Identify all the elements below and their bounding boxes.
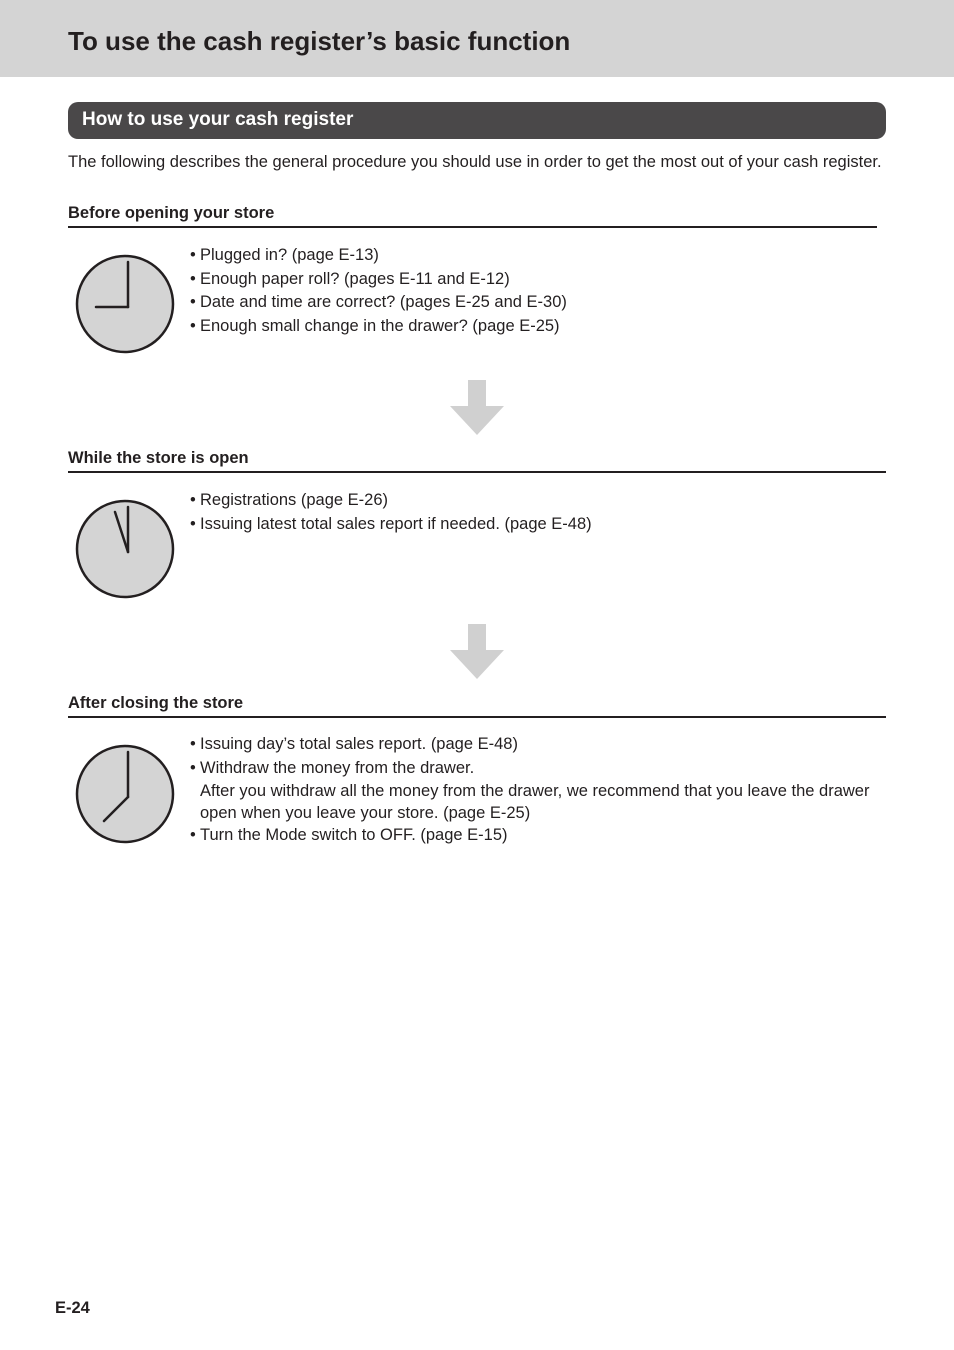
intro-paragraph: The following describes the general procedure you should use in order to get the most out of your cash register. bbox=[68, 153, 882, 171]
page-title: To use the cash register’s basic function bbox=[68, 26, 571, 56]
list-item: • Date and time are correct? (pages E-25 and E-30) bbox=[190, 293, 567, 311]
list-item: • Registrations (page E-26) bbox=[190, 491, 389, 509]
bullet-list-after-closing bbox=[190, 733, 870, 848]
bullet-list-before-opening bbox=[190, 244, 567, 338]
clock-icon bbox=[75, 254, 175, 354]
page-number: E-24 bbox=[55, 1299, 90, 1317]
step-heading-after-closing: After closing the store bbox=[68, 693, 886, 718]
list-item: • Issuing latest total sales report if needed. (page E-48) bbox=[190, 514, 592, 533]
clock-icon bbox=[75, 744, 175, 844]
list-item: • Enough paper roll? (pages E-11 and E-12) bbox=[190, 269, 510, 288]
section-bar bbox=[68, 102, 886, 139]
step-heading-before-opening: Before opening your store bbox=[68, 203, 877, 228]
step-heading-store-open: While the store is open bbox=[68, 448, 886, 473]
list-item: • Turn the Mode switch to OFF. (page E-15) bbox=[190, 826, 508, 844]
arrow-down-icon bbox=[449, 624, 505, 680]
list-item: • Enough small change in the drawer? (page E-25) bbox=[190, 316, 560, 335]
bullet-note: After you withdraw all the money from the drawer, we recommend that you leave the drawer open when you leave your store. (page E-25) bbox=[200, 782, 870, 822]
header-band bbox=[0, 0, 954, 77]
list-item: • Plugged in? (page E-13) bbox=[190, 246, 379, 264]
clock-icon bbox=[75, 499, 175, 599]
bullet-list-store-open bbox=[190, 489, 592, 536]
list-item: • Issuing day’s total sales report. (page E-48) bbox=[190, 735, 518, 753]
list-item: • Withdraw the money from the drawer. After you withdraw all the money from the drawer, we recommend that you leave the drawer open when you leave your store. (page E-25) bbox=[190, 758, 870, 822]
section-title: How to use your cash register bbox=[82, 109, 354, 130]
arrow-down-icon bbox=[449, 380, 505, 436]
